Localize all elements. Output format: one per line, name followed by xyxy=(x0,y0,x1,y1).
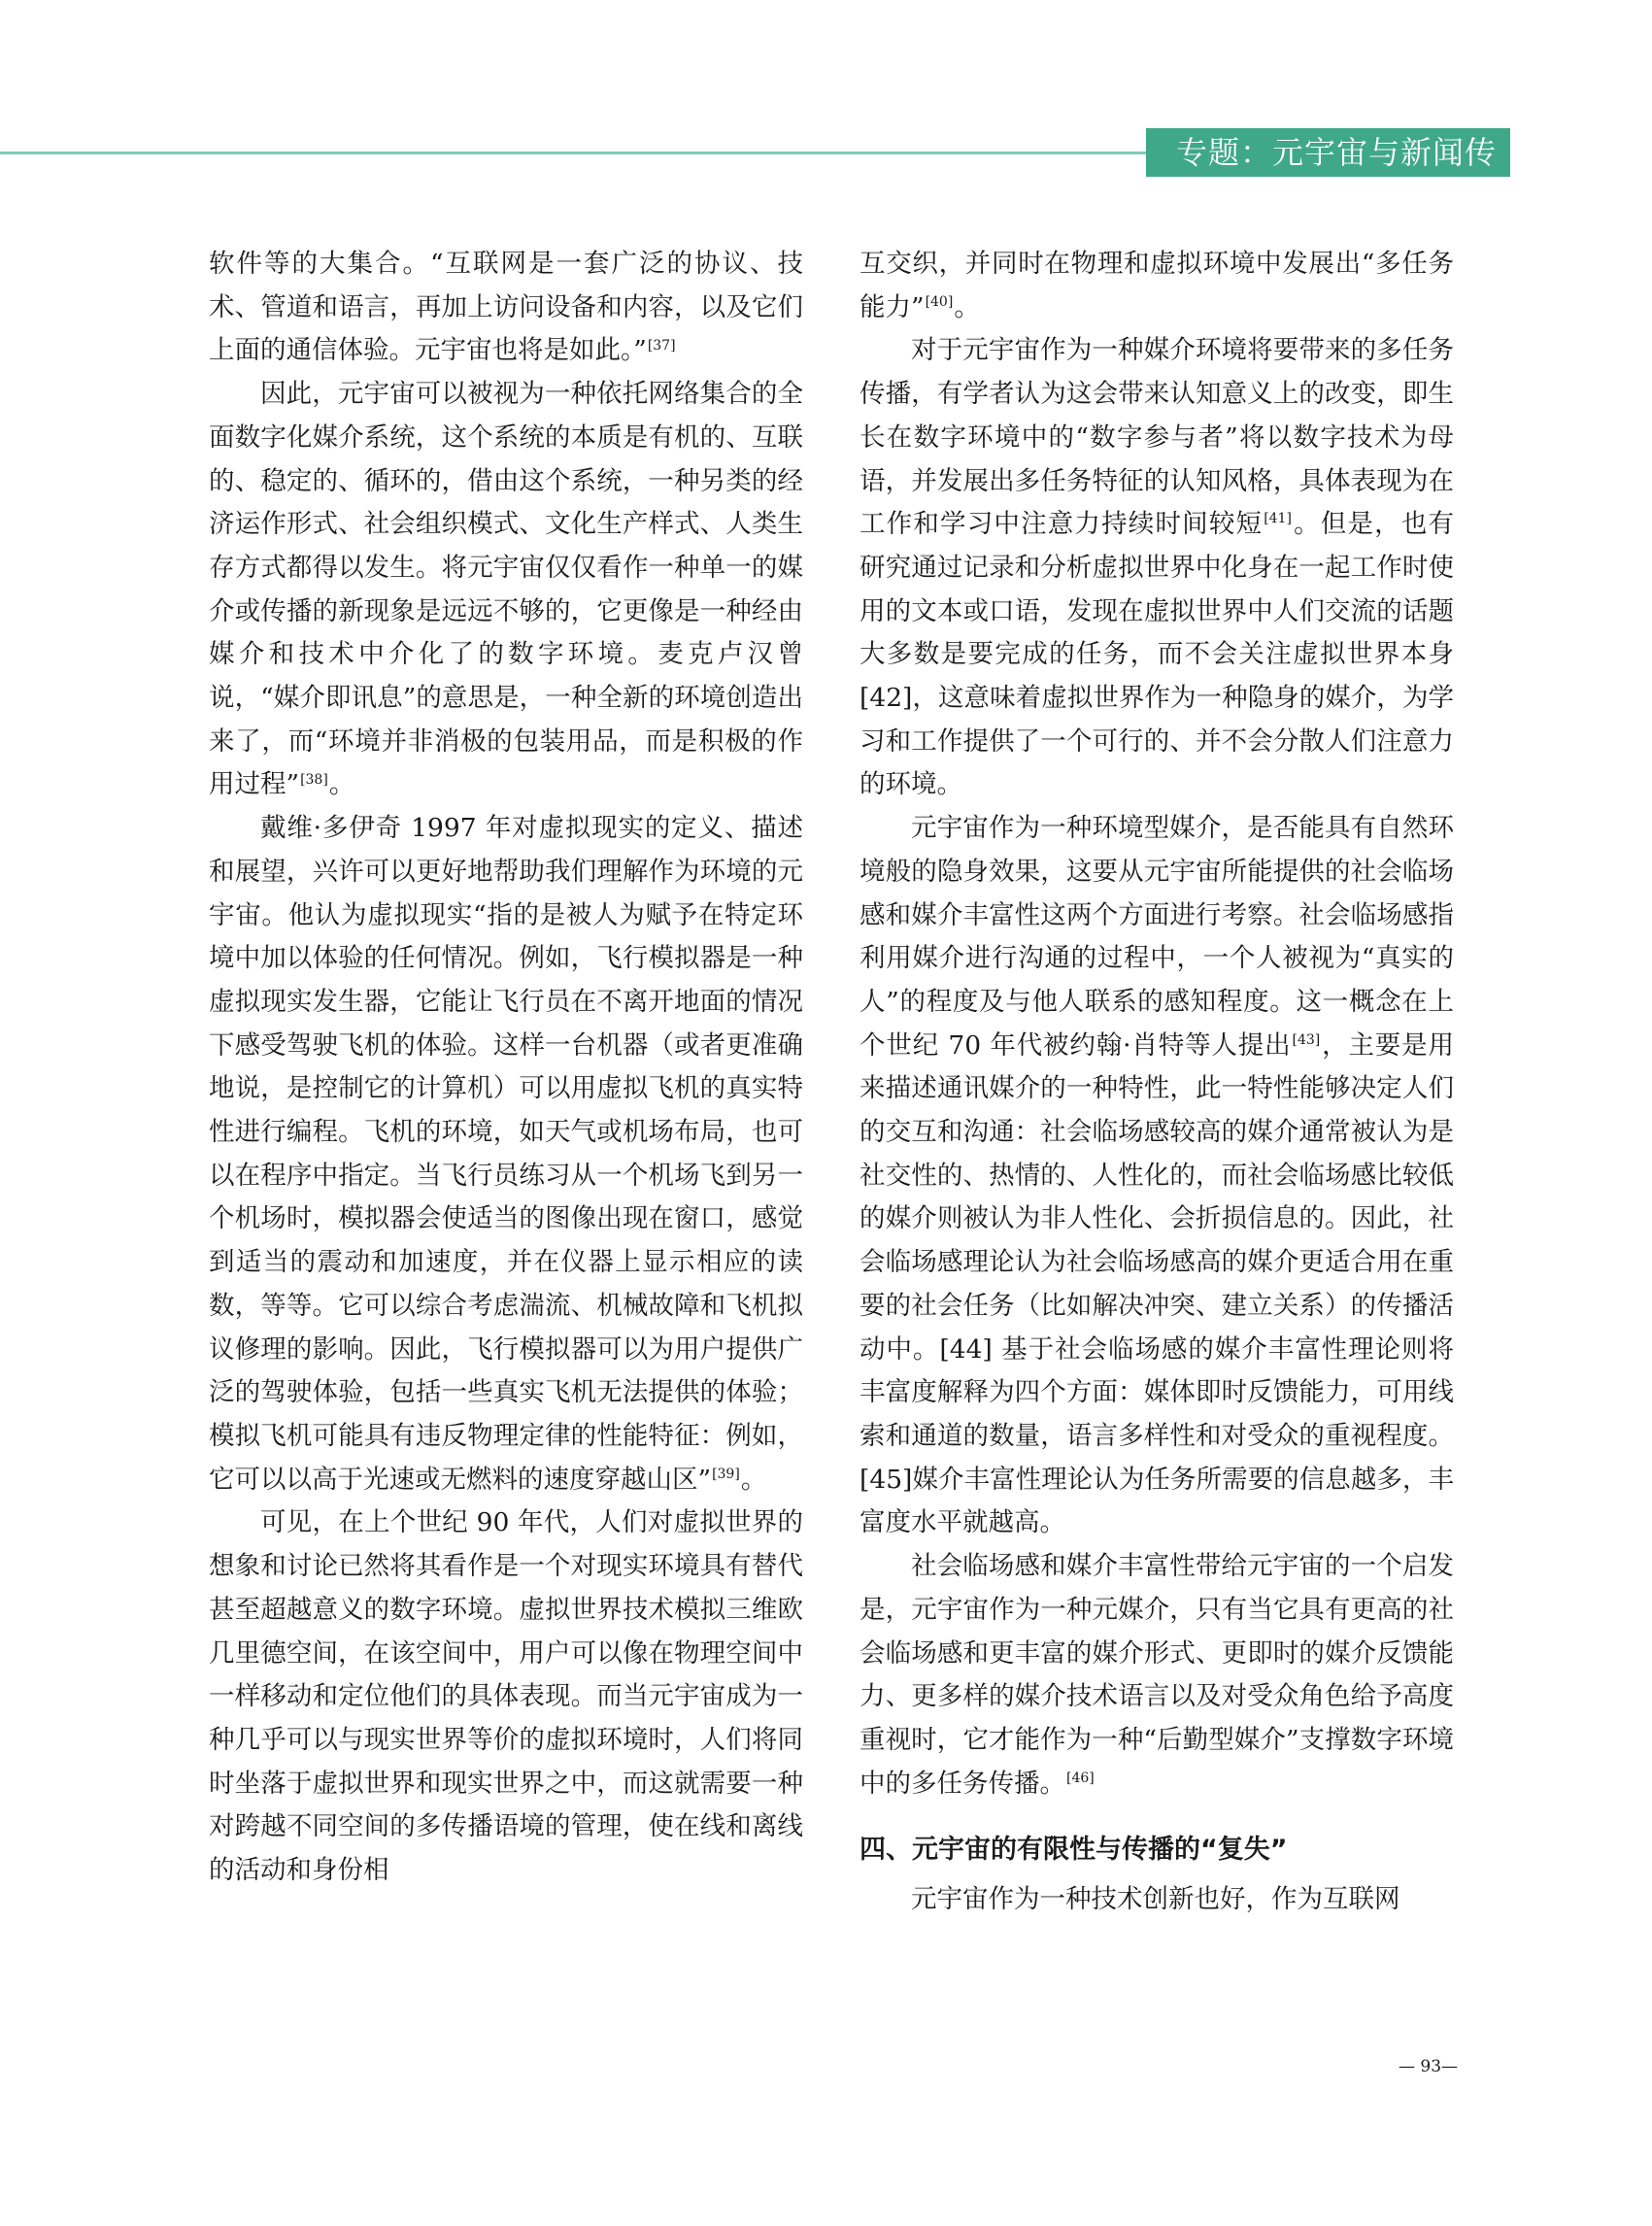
paragraph: 元宇宙作为一种技术创新也好，作为互联网 xyxy=(911,1884,1400,1915)
paragraph: 对于元宇宙作为一种媒介环境将要带来的多任务传播，有学者认为这会带来认知意义上的改变，即生长在数字环境中的“数字参与者”将以数字技术为母语，并发展出多任务特征的认知风格，具体表现为在工作和学习中注意力持续时间较短[41]。但是，也有研究通过记录和分析虚拟世界中化身在一起工作时使用的文本或口语，发现在虚拟世界中人们交流的话题大多数是要完成的任务，而不会关注虚拟世界本身[42]，这意味着虚拟世界作为一种隐身的媒介，为学习和工作提供了一个可行的、并不会分散人们注意力的环境。 xyxy=(860,335,1455,800)
reference-marker: [39] xyxy=(712,1466,740,1482)
header-rule xyxy=(0,152,1156,154)
paragraph: 戴维·多伊奇 1997 年对虚拟现实的定义、描述和展望，兴许可以更好地帮助我们理解作为环境的元宇宙。他认为虚拟现实“指的是被人为赋予在特定环境中加以体验的任何情况。例如，飞行模拟器是一种虚拟现实发生器，它能让飞行员在不离开地面的情况下感受驾驶飞机的体验。这样一台机器（或者更准确地说，是控制它的计算机）可以用虚拟飞机的真实特性进行编程。飞机的环境，如天气或机场布局，也可以在程序中指定。当飞行员练习从一个机场飞到另一个机场时，模拟器会使适当的图像出现在窗口，感觉到适当的震动和加速度，并在仪器上显示相应的读数，等等。它可以综合考虑湍流、机械故障和飞机拟议修理的影响。因此，飞行模拟器可以为用户提供广泛的驾驶体验，包括一些真实飞机无法提供的体验；模拟飞机可能具有违反物理定律的性能特征：例如，它可以以高于光速或无燃料的速度穿越山区”[39]。 xyxy=(209,813,803,1495)
reference-marker: [46] xyxy=(1066,1770,1095,1786)
paragraph: 可见，在上个世纪 90 年代，人们对虚拟世界的想象和讨论已然将其看作是一个对现实环境具有替代甚至超越意义的数字环境。虚拟世界技术模拟三维欧几里德空间，在该空间中，用户可以像在物理空间中一样移动和定位他们的具体表现。而当元宇宙成为一种几乎可以与现实世界等价的虚拟环境时，人们将同时坐落于虚拟世界和现实世界之中，而这就需要一种对跨越不同空间的多传播语境的管理，使在线和离线的活动和身份相 xyxy=(209,1507,803,1886)
reference-marker: [40] xyxy=(925,293,954,310)
reference-marker: [37] xyxy=(647,337,676,354)
section-header-title: 专题：元宇宙与新闻传播 xyxy=(1175,134,1497,219)
paragraph: 互交织，并同时在物理和虚拟环境中发展出“多任务能力”[40]。 xyxy=(860,249,1454,322)
paragraph: 元宇宙作为一种环境型媒介，是否能具有自然环境般的隐身效果，这要从元宇宙所能提供的社会临场感和媒介丰富性这两个方面进行考察。社会临场感指利用媒介进行沟通的过程中，一个人被视为“真实的人”的程度及与他人联系的感知程度。这一概念在上个世纪 70 年代被约翰·肖特等人提出[43]，主要是用来描述通讯媒介的一种特性，此一特性能够决定人们的交互和沟通：社会临场感较高的媒介通常被认为是社交性的、热情的、人性化的，而社会临场感比较低的媒介则被认为非人性化、会折损信息的。因此，社会临场感理论认为社会临场感高的媒介更适合用在重要的社会任务（比如解决冲突、建立关系）的传播活动中。[44] 基于社会临场感的媒介丰富性理论则将丰富度解释为四个方面：媒体即时反馈能力，可用线索和通道的数量，语言多样性和对受众的重视程度。[45]媒介丰富性理论认为任务所需要的信息越多，丰富度水平就越高。 xyxy=(860,813,1454,1538)
page-number: — 93— xyxy=(1399,2057,1459,2076)
reference-marker: [41] xyxy=(1264,511,1292,527)
section-header xyxy=(1146,128,1510,219)
reference-marker: [43] xyxy=(1292,1031,1321,1048)
paragraph: 因此，元宇宙可以被视为一种依托网络集合的全面数字化媒介系统，这个系统的本质是有机的、互联的、稳定的、循环的，借由这个系统，一种另类的经济运作形式、社会组织模式、文化生产样式、人类生存方式都得以发生。将元宇宙仅仅看作一种单一的媒介或传播的新现象是远远不够的，它更像是一种经由媒介和技术中介化了的数字环境。麦克卢汉曾说，“媒介即讯息”的意思是，一种全新的环境创造出来了，而“环境并非消极的包装用品，而是积极的作用过程”[38]。 xyxy=(209,379,803,800)
section-heading: 四、元宇宙的有限性与传播的“复失” xyxy=(860,1835,1288,1866)
paragraph: 社会临场感和媒介丰富性带给元宇宙的一个启发是，元宇宙作为一种元媒介，只有当它具有更高的社会临场感和更丰富的媒介形式、更即时的媒介反馈能力、更多样的媒介技术语言以及对受众角色给予高度重视时，它才能作为一种“后勤型媒介”支撑数字环境中的多任务传播。[46] xyxy=(860,1551,1454,1799)
reference-marker: [38] xyxy=(300,771,328,788)
paragraph: 软件等的大集合。“互联网是一套广泛的协议、技术、管道和语言，再加上访问设备和内容，以及它们上面的通信体验。元宇宙也将是如此。”[37] xyxy=(209,249,803,366)
right-column xyxy=(860,243,1454,1922)
left-column xyxy=(209,243,803,1893)
